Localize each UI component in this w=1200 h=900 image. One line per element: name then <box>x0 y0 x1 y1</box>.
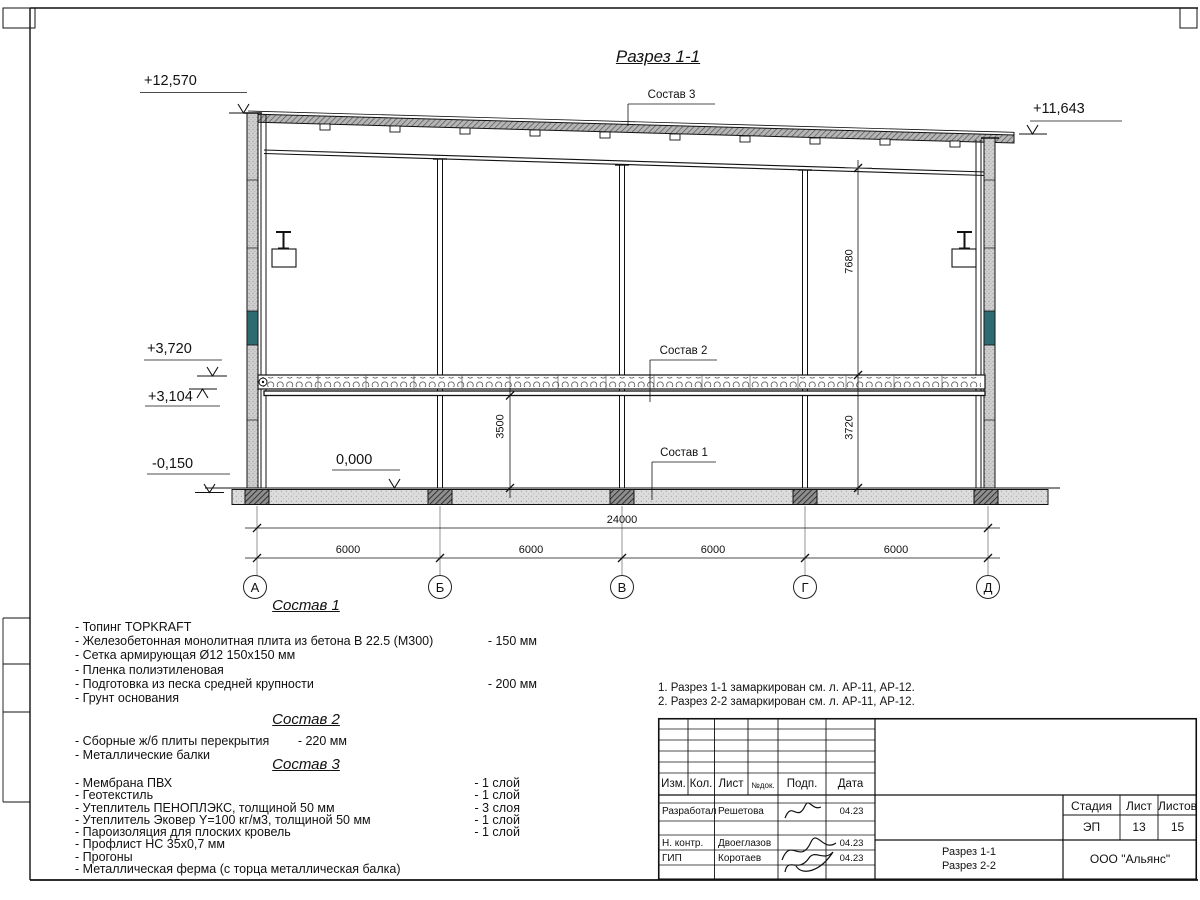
tb-date-developer: 04.23 <box>839 806 864 817</box>
composition-item: - Железобетонная монолитная плита из бетона В 22.5 (М300) - 150 мм <box>75 634 537 649</box>
elevation-roof-left: +12,570 <box>144 73 197 89</box>
elevation-ground: -0,150 <box>152 456 194 472</box>
axis-bubble-b: Б <box>428 575 452 599</box>
note-2: 2. Разрез 2-2 замаркирован см. л. АР-11, АР-12. <box>658 696 915 708</box>
elevation-roof-right: +11,643 <box>1033 101 1085 117</box>
tb-name-ncontr: Двоеглазов <box>718 838 772 849</box>
tb-col-data: Дата <box>837 778 864 790</box>
composition-item: - Сетка армирующая Ø12 150х150 мм <box>75 648 296 663</box>
composition-item: - Пароизоляция для плоских кровель - 1 слой <box>75 825 520 840</box>
tb-col-izm: Изм. <box>661 778 686 790</box>
tb-organization: ООО "Альянс" <box>1089 852 1171 866</box>
tb-sheets-value: 15 <box>1170 820 1185 834</box>
composition-item: - Подготовка из песка средней крупности - 200 мм <box>75 676 537 691</box>
elevation-zero: 0,000 <box>336 452 373 468</box>
axis-bubble-a: А <box>243 575 267 599</box>
composition-item: - Утеплитель Эковер Y=100 кг/м3, толщиной 50 мм - 1 слой <box>75 812 520 827</box>
composition-item: - Прогоны <box>75 849 133 864</box>
tb-sheet-label: Лист <box>1125 799 1153 813</box>
composition-3-list <box>75 776 520 877</box>
leader-sostav-3: Состав 3 <box>647 89 696 101</box>
tb-role-ncontr: Н. контр. <box>662 838 704 849</box>
leader-sostav-2: Состав 2 <box>659 345 708 357</box>
axis-bubble-v: В <box>610 575 634 599</box>
tb-name-developer: Решетова <box>718 806 764 817</box>
dim-total: 24000 <box>606 514 638 526</box>
composition-item: - Утеплитель ПЕНОПЛЭКС, толщиной 50 мм - 3 слоя <box>75 800 520 815</box>
elevation-beam: +3,104 <box>148 389 193 405</box>
composition-item: - Грунт основания <box>75 690 180 705</box>
tb-sheets-label: Листов <box>1158 799 1197 813</box>
dim-bay-2: 6000 <box>518 544 544 556</box>
tb-role-developer: Разработал <box>662 806 717 817</box>
composition-3-heading: Состав 3 <box>272 756 340 773</box>
composition-item: - Металлическая ферма (с торца металлическая балка) <box>75 862 401 877</box>
composition-2-heading: Состав 2 <box>272 711 340 728</box>
axis-bubble-g: Г <box>793 575 817 599</box>
tb-date-ncontr: 04.23 <box>839 838 864 849</box>
tb-doc-title-line1: Разрез 1-1 <box>941 846 996 858</box>
axis-bubble-d: Д <box>976 575 1000 599</box>
composition-item: - Профлист НС 35х0,7 мм <box>75 837 225 852</box>
composition-item: - Сборные ж/б плиты перекрытия - 220 мм <box>75 734 347 748</box>
elevation-floor2: +3,720 <box>147 341 192 357</box>
signature-strokes <box>782 803 836 872</box>
composition-1-heading: Состав 1 <box>272 597 340 614</box>
tb-doc-title-line2: Разрез 2-2 <box>941 860 996 872</box>
tb-col-ndok: №док. <box>751 781 775 790</box>
tb-name-gip: Коротаев <box>718 853 762 864</box>
tb-sheet-value: 13 <box>1132 820 1146 834</box>
tb-col-list: Лист <box>718 778 744 790</box>
dim-height-lower: 3720 <box>843 415 856 440</box>
tb-stage-value: ЭП <box>1082 820 1101 834</box>
dim-height-upper: 7680 <box>843 249 856 274</box>
dim-height-clear: 3500 <box>494 414 507 439</box>
tb-stage-label: Стадия <box>1071 799 1112 813</box>
note-1: 1. Разрез 1-1 замаркирован см. л. АР-11, АР-12. <box>658 682 915 694</box>
leader-sostav-1: Состав 1 <box>660 447 708 459</box>
composition-item: - Топинг TOPKRAFT <box>75 620 192 634</box>
composition-item: - Геотекстиль - 1 слой <box>75 788 520 803</box>
drawing-title: Разрез 1-1 <box>615 47 701 66</box>
tb-col-podp: Подп. <box>786 778 818 790</box>
composition-1-list <box>75 620 537 705</box>
tb-date-gip: 04.23 <box>839 853 864 864</box>
composition-item: - Пленка полиэтиленовая <box>75 662 224 677</box>
tb-role-gip: ГИП <box>662 853 682 864</box>
composition-item: - Металлические балки <box>75 748 210 762</box>
dim-bay-1: 6000 <box>335 544 361 556</box>
tb-col-kol: Кол. <box>689 778 713 790</box>
composition-item: - Мембрана ПВХ - 1 слой <box>75 776 520 790</box>
dim-bay-4: 6000 <box>883 544 909 556</box>
dim-bay-3: 6000 <box>700 544 726 556</box>
